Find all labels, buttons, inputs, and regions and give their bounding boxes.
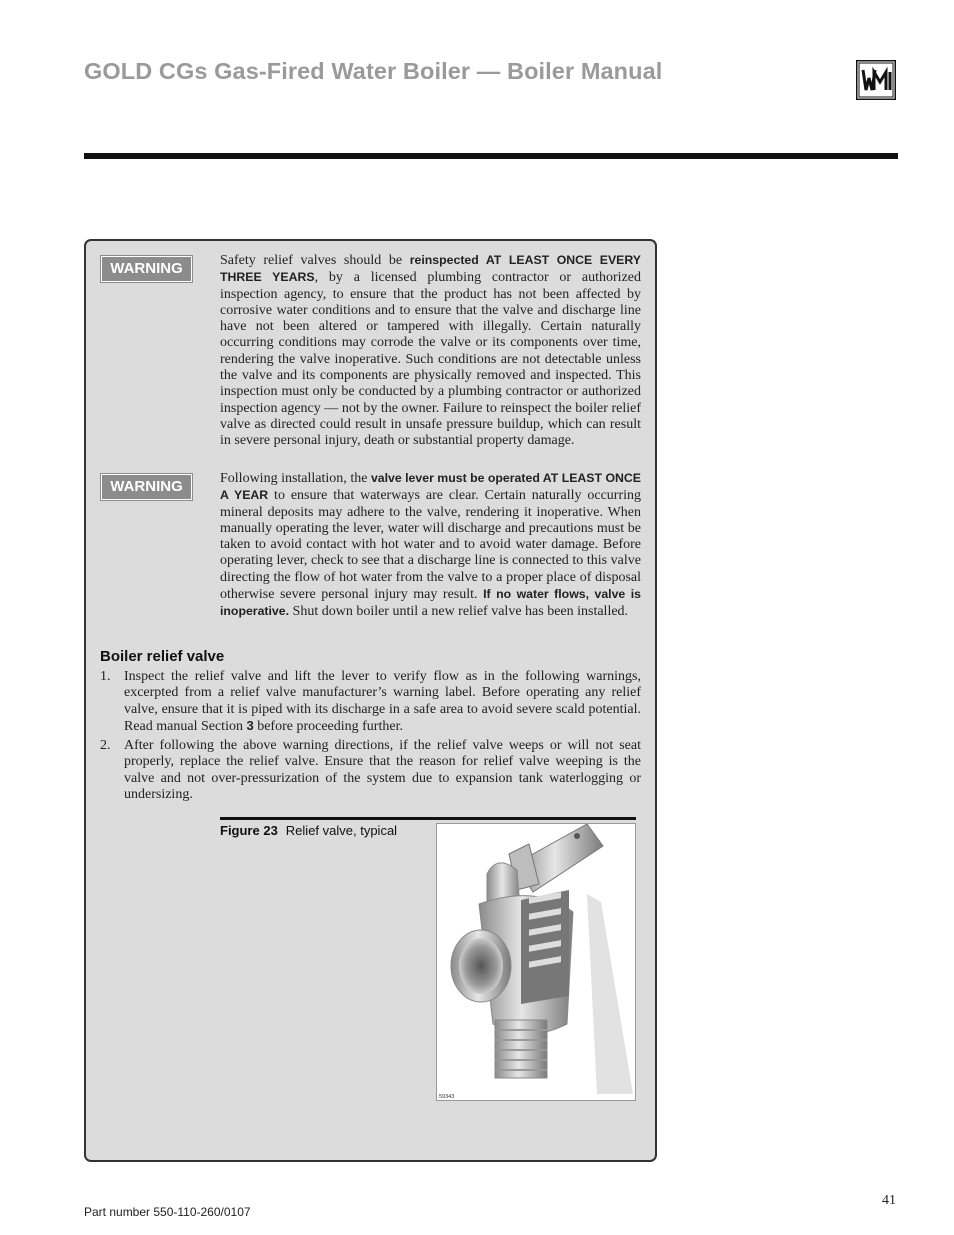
warning-body: to ensure that waterways are clear. Certain naturally occurring mineral deposits may adhere to the valve, rendering it inoperative. When manually operating the lever, water will discharge and precautions must be taken to avoid contact with hot water and to avoid water damage. Before operating lever, check to see that a discharge line is connected to this valve directing the flow of hot water from the valve to a proper place of disposal otherwise severe personal injury may result.: [220, 488, 641, 603]
figure-image-id: 59343: [439, 1094, 455, 1100]
relief-valve-illustration-icon: [437, 824, 635, 1100]
list-item-text: After following the above warning directions, if the relief valve weeps or will not seat properly, replace the relief valve. Ensure that the reason for relief valve weeping is the valve and not over-pressurization of the system due to expansion tank waterlogging or undersizing.: [124, 738, 641, 803]
page-number: 41: [882, 1193, 896, 1208]
figure-caption: [220, 823, 397, 838]
section-reference: 3: [246, 717, 254, 733]
warning-badge: WARNING: [101, 474, 192, 500]
part-number: Part number 550-110-260/0107: [84, 1205, 251, 1219]
warning-badge: WARNING: [101, 256, 192, 282]
section-heading: Boiler relief valve: [100, 648, 225, 665]
header-rule: [84, 153, 898, 159]
list-item-number: 1.: [100, 669, 111, 684]
list-item-text: before proceeding further.: [253, 718, 403, 734]
warning-body: , by a licensed plumbing contractor or authorized inspection agency, to ensure that the product has not been affected by corrosive water conditions and to ensure that the valve and discharge line have not been altered or tampered with illegally. Certain naturally occurring conditions may corrode the valve or its components over time, rendering the valve inoperative. Such conditions are not detectable unless the valve and its components are physically removed and inspected. This inspection must only be conducted by a plumbing contractor or authorized inspection agency — not by the owner. Failure to reinspect the boiler relief valve as directed could result in unsafe pressure buildup, which can result in severe personal injury, death or substantial property damage.: [220, 270, 641, 449]
figure-caption-text: Relief valve, typical: [285, 823, 398, 838]
figure-rule: [220, 817, 636, 820]
warning-tail: Shut down boiler until a new relief valve has been installed.: [289, 604, 629, 620]
warning-text-lever: [220, 470, 641, 621]
page-header-title: GOLD CGs Gas-Fired Water Boiler — Boiler Manual: [84, 58, 663, 84]
weil-mclain-logo-icon: [856, 60, 896, 100]
warning-text-reinspect: [220, 252, 641, 450]
figure-number: Figure 23: [220, 823, 278, 838]
warning-emphasis: valve lever must be operated AT LEAST ONCE A YEAR: [220, 471, 641, 503]
list-item-number: 2.: [100, 738, 111, 754]
warning-lead: Following installation, the: [220, 471, 371, 486]
procedure-list: [100, 669, 641, 806]
list-item: [100, 669, 641, 735]
list-item: [100, 738, 641, 803]
warning-emphasis: If no water flows, valve is inoperative.: [220, 587, 641, 619]
warning-emphasis: reinspected AT LEAST ONCE EVERY THREE YEARS: [220, 253, 642, 285]
warning-lead: Safety relief valves should be: [220, 253, 410, 268]
list-item-text: Inspect the relief valve and lift the lever to verify flow as in the following warnings, excerpted from a relief valve manufacturer’s warning label. Before operating any relief valve, ensure that it is piped with its discharge in a safe area to avoid severe scald potential. Read manual Section: [124, 669, 641, 734]
relief-valve-figure: [436, 823, 636, 1101]
